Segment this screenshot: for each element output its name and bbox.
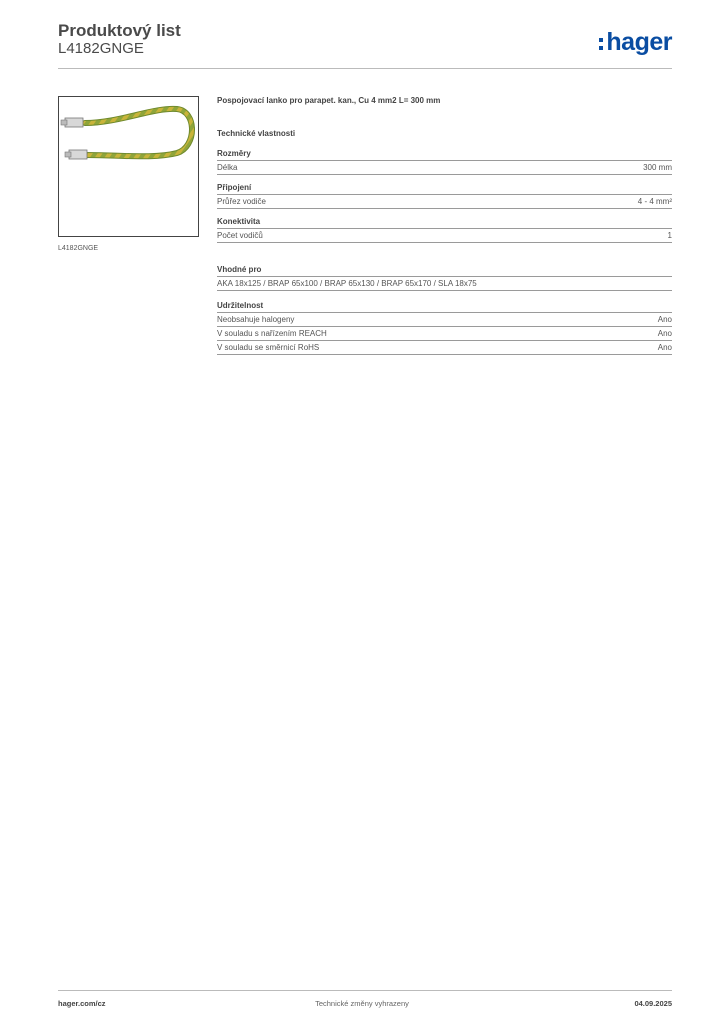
product-image	[58, 96, 199, 237]
product-description: Pospojovací lanko pro parapet. kan., Cu 4 mm2 L= 300 mm	[217, 96, 441, 105]
logo-text: hager	[606, 28, 672, 56]
table-row	[217, 277, 672, 291]
cable-illustration	[59, 97, 198, 236]
row-value: 300 mm	[643, 163, 672, 172]
table-row	[217, 327, 672, 341]
row-label: Neobsahuje halogeny	[217, 315, 295, 324]
logo-dots-icon	[599, 38, 603, 50]
footer-divider	[58, 990, 672, 991]
footer-date: 04.09.2025	[634, 999, 672, 1008]
group-title: Konektivita	[217, 217, 672, 229]
hager-logo	[599, 28, 672, 56]
product-code: L4182GNGE	[58, 40, 144, 57]
row-label: Počet vodičů	[217, 231, 263, 240]
group-vhodne-pro	[217, 265, 672, 291]
document-title: Produktový list	[58, 21, 181, 40]
table-row	[217, 195, 672, 209]
group-udrzitelnost	[217, 301, 672, 355]
group-title: Připojení	[217, 183, 672, 195]
row-value: Ano	[657, 343, 672, 352]
group-title: Udržitelnost	[217, 301, 672, 313]
image-caption: L4182GNGE	[58, 245, 99, 252]
row-value: Ano	[657, 329, 672, 338]
table-row	[217, 341, 672, 355]
product-details	[217, 96, 672, 363]
table-row	[217, 229, 672, 243]
group-title: Rozměry	[217, 149, 672, 161]
row-value: 4 - 4 mm²	[637, 197, 672, 206]
row-label: AKA 18x125 / BRAP 65x100 / BRAP 65x130 / BRAP 65x170 / SLA 18x75	[217, 279, 477, 288]
group-konektivita	[217, 217, 672, 243]
footer-disclaimer: Technické změny vyhrazeny	[315, 999, 409, 1008]
table-row	[217, 161, 672, 175]
table-row	[217, 313, 672, 327]
row-value: Ano	[657, 315, 672, 324]
row-label: Délka	[217, 163, 238, 172]
header-divider	[58, 68, 672, 69]
group-title: Vhodné pro	[217, 265, 672, 277]
row-label: V souladu se směrnicí RoHS	[217, 343, 320, 352]
technical-heading: Technické vlastnosti	[217, 129, 296, 138]
row-value: 1	[667, 231, 672, 240]
footer-website-link[interactable]: hager.com/cz	[58, 999, 106, 1008]
group-pripojeni	[217, 183, 672, 209]
row-label: V souladu s nařízením REACH	[217, 329, 327, 338]
group-rozmery	[217, 149, 672, 175]
row-label: Průřez vodiče	[217, 197, 266, 206]
